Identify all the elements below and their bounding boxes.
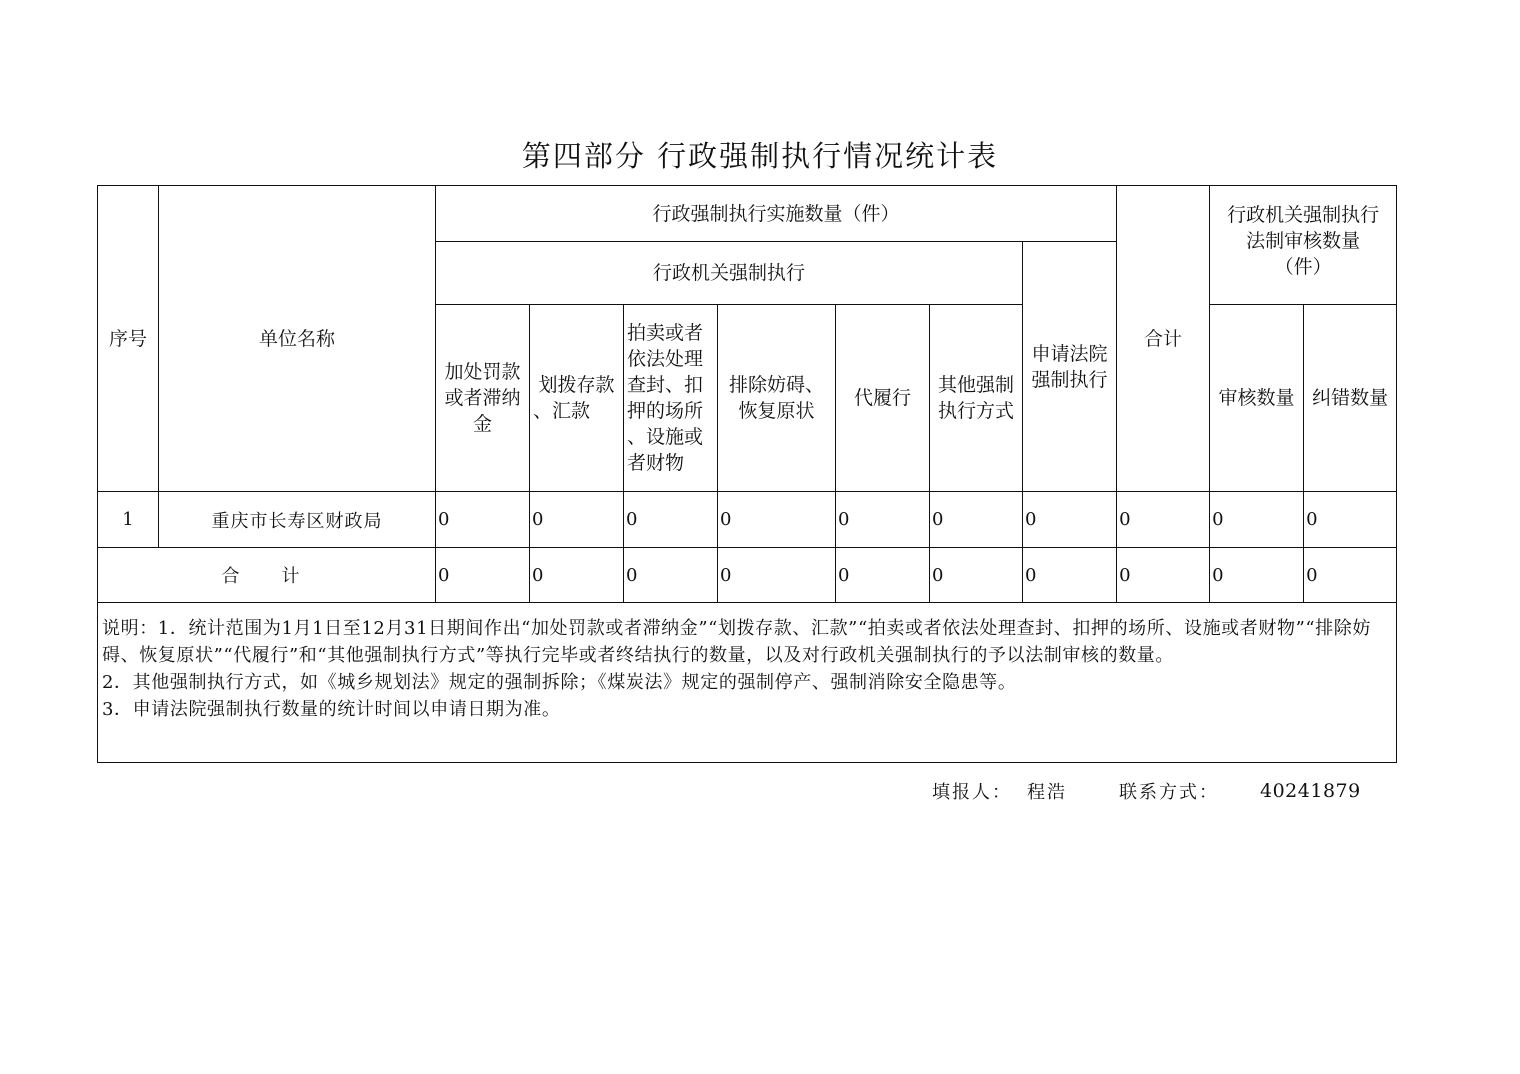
contact-value: 40241879 (1260, 780, 1361, 802)
header-auction-line: 者财物 (627, 452, 685, 474)
total-value: 0 (930, 548, 1023, 603)
total-value: 0 (718, 548, 836, 603)
header-review-group-line: 行政机关强制执行 (1227, 204, 1380, 226)
header-agency-group: 行政机关强制执行 (436, 242, 1023, 305)
header-total: 合计 (1117, 186, 1210, 492)
header-fine-line: 或者滞纳 (444, 387, 521, 409)
total-row (98, 548, 1397, 603)
header-other (930, 305, 1023, 492)
header-transfer-line: 划拨存款 (538, 374, 615, 396)
header-review-group (1210, 186, 1397, 305)
header-auction-line: 查封、扣 (627, 374, 704, 396)
row-value: 0 (436, 492, 530, 548)
note-line: 说明：1．统计范围为1月1日至12月31日期间作出“加处罚款或者滞纳金”“划拨存款、汇款”“拍卖或者依法处理查封、扣押的场所、设施或者财物”“排除妨碍、恢复原状”“代履行”和“其他强制执行方式”等执行完毕或者终结执行的数量，以及对行政机关强制执行的予以法制审核的数量。 (102, 618, 1371, 666)
header-unit-name: 单位名称 (159, 186, 436, 492)
header-court-line: 申请法院 (1031, 342, 1108, 365)
row-value: 0 (1304, 492, 1397, 548)
header-transfer (530, 305, 624, 492)
header-auction-line: 、设施或 (627, 426, 704, 448)
total-value: 0 (836, 548, 930, 603)
header-remove-line: 排除妨碍、 (728, 374, 824, 396)
header-remove-line: 恢复原状 (738, 400, 815, 422)
header-court (1023, 242, 1117, 492)
total-value: 0 (1023, 548, 1117, 603)
total-value: 0 (1304, 548, 1397, 603)
header-review-count: 审核数量 (1210, 305, 1304, 492)
row-value: 0 (930, 492, 1023, 548)
row-value: 0 (1117, 492, 1210, 548)
total-label: 合 计 (98, 548, 436, 603)
row-value: 0 (836, 492, 930, 548)
header-fine-line: 加处罚款 (444, 361, 521, 383)
header-impl-group: 行政强制执行实施数量（件） (436, 186, 1117, 242)
header-remove-obstruction (718, 305, 836, 492)
header-correction-count: 纠错数量 (1304, 305, 1397, 492)
header-transfer-line: 、汇款 (533, 400, 591, 422)
total-value: 0 (436, 548, 530, 603)
header-court-line: 强制执行 (1031, 368, 1108, 391)
statistics-table (97, 185, 1397, 763)
total-value: 0 (1117, 548, 1210, 603)
header-review-group-line: （件） (1274, 256, 1332, 278)
total-value: 0 (624, 548, 718, 603)
filler-name: 程浩 (1027, 782, 1067, 803)
row-seq: 1 (98, 492, 159, 548)
row-value: 0 (530, 492, 624, 548)
header-auction (624, 305, 718, 492)
header-seq: 序号 (98, 186, 159, 492)
table-row (98, 492, 1397, 548)
header-review-group-line: 法制审核数量 (1246, 230, 1361, 252)
total-value: 0 (530, 548, 624, 603)
filler-label: 填报人： (932, 782, 1012, 803)
header-fine-line: 金 (472, 413, 492, 435)
row-value: 0 (1210, 492, 1304, 548)
header-other-line: 其他强制 (937, 374, 1014, 396)
row-value: 0 (718, 492, 836, 548)
header-auction-line: 押的场所 (627, 400, 704, 422)
notes-cell (98, 603, 1397, 763)
note-line: 3．申请法院强制执行数量的统计时间以申请日期为准。 (102, 699, 561, 720)
header-auction-line: 拍卖或者 (627, 322, 704, 344)
row-value: 0 (1023, 492, 1117, 548)
header-auction-line: 依法处理 (627, 348, 704, 370)
row-unit-name: 重庆市长寿区财政局 (159, 492, 436, 548)
total-value: 0 (1210, 548, 1304, 603)
contact-label: 联系方式： (1119, 782, 1219, 803)
header-other-line: 执行方式 (937, 400, 1014, 422)
header-substitute: 代履行 (836, 305, 930, 492)
note-line: 2．其他强制执行方式，如《城乡规划法》规定的强制拆除；《煤炭法》规定的强制停产、强制消除安全隐患等。 (102, 672, 1017, 693)
row-value: 0 (624, 492, 718, 548)
header-fine (436, 305, 530, 492)
page-title: 第四部分 行政强制执行情况统计表 (521, 139, 999, 173)
